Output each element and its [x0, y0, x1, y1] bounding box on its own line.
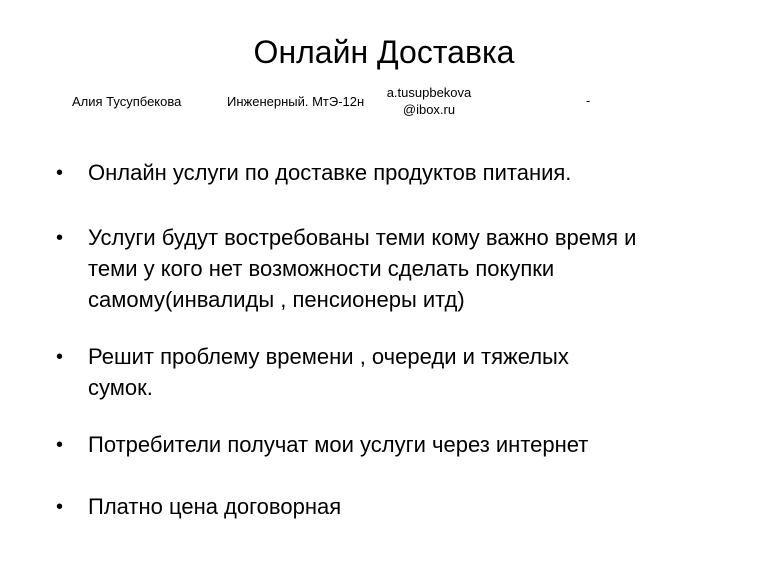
email-line-2: @ibox.ru — [402, 102, 456, 117]
bullet-line: Решит проблему времени , очереди и тяжелых — [88, 344, 569, 369]
group-label: Инженерный. МтЭ-12н — [227, 94, 365, 109]
bullet-text — [88, 341, 728, 403]
bullet-line: Услуги будут востребованы теми кому важно время и — [88, 225, 637, 250]
bullet-dot-icon: • — [56, 346, 64, 368]
bullet-text — [88, 222, 728, 315]
bullet-line: Потребители получат мои услуги через интернет — [88, 432, 589, 457]
bullet-line: Онлайн услуги по доставке продуктов питания. — [88, 160, 572, 185]
email-line-1: a.tusupbekova — [386, 85, 472, 100]
bullet-dot-icon: • — [56, 434, 64, 456]
bullet-text — [88, 157, 728, 188]
bullet-text — [88, 491, 728, 522]
bullet-line: теми у кого нет возможности сделать покупки — [88, 256, 555, 281]
bullet-dot-icon: • — [56, 162, 64, 184]
bullet-text — [88, 429, 728, 460]
bullet-line: Платно цена договорная — [88, 494, 342, 519]
slide-title: Онлайн Доставка — [253, 34, 515, 70]
bullet-dot-icon: • — [56, 227, 64, 249]
dash-mark: - — [586, 93, 591, 108]
bullet-line: самому(инвалиды , пенсионеры итд) — [88, 287, 465, 312]
bullet-dot-icon: • — [56, 496, 64, 518]
author-name: Алия Тусупбекова — [72, 94, 182, 109]
bullet-line: сумок. — [88, 375, 153, 400]
author-email — [380, 84, 478, 118]
